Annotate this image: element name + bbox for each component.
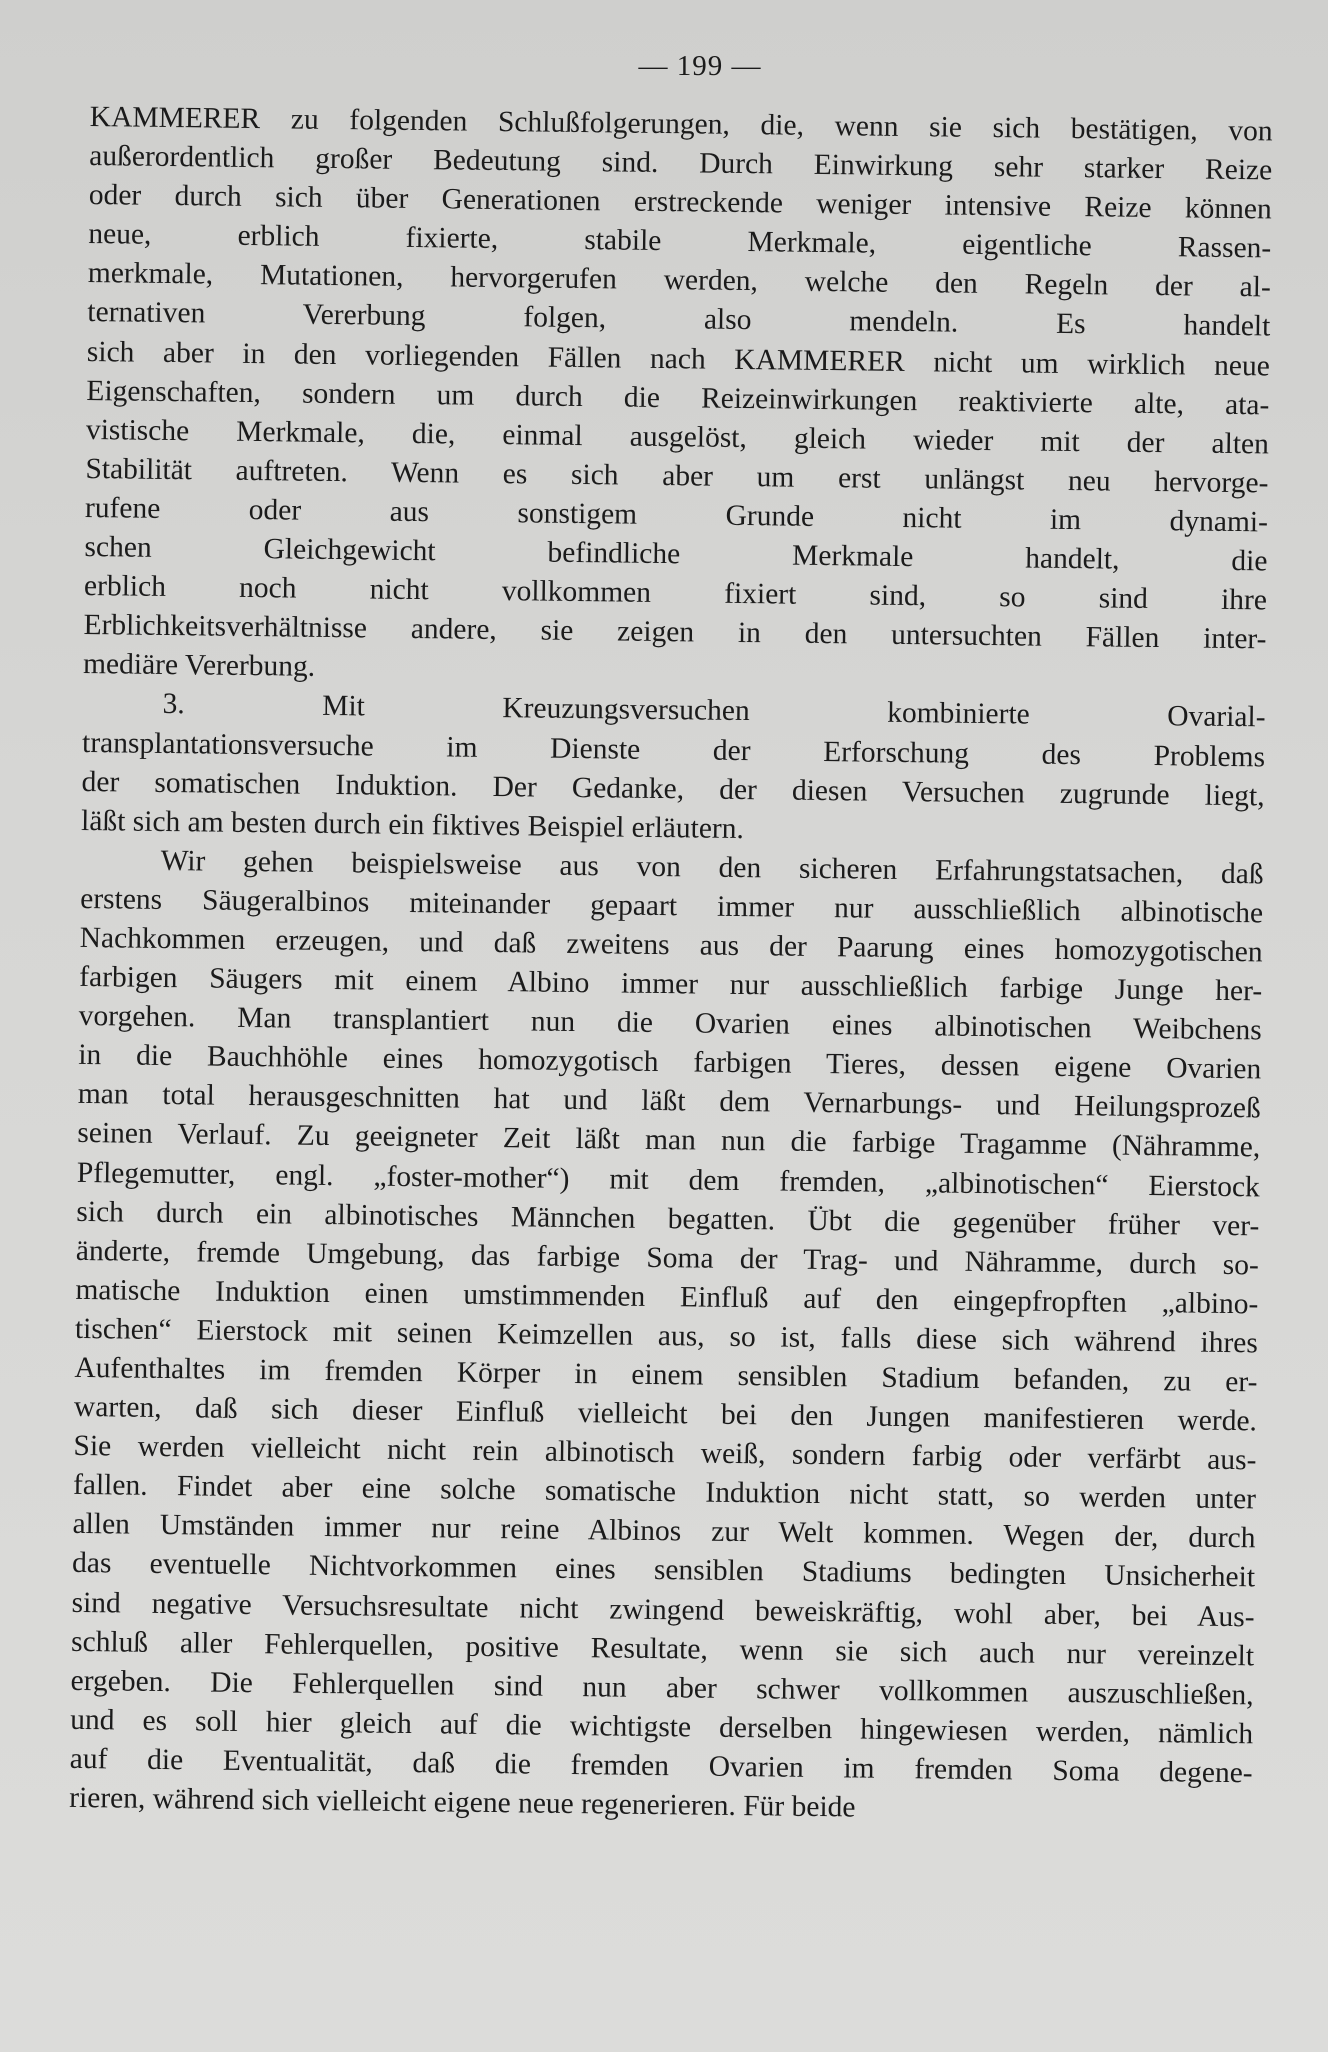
text-line: Aufenthaltes im fremden Körper in einem sensiblen Stadium befanden, zu er- [74, 1351, 1258, 1399]
text-line: Nachkommen erzeugen, und daß zweitens aus der Paarung eines homozygotischen [79, 921, 1263, 969]
text-line: sind negative Versuchsresultate nicht zwingend beweiskräftig, wohl aber, bei Aus- [71, 1586, 1255, 1633]
text-line: tischen“ Eierstock mit seinen Keimzellen aus, so ist, falls diese sich während ihres [74, 1312, 1259, 1360]
text-line: der somatischen Induktion. Der Gedanke, der diesen Versuchen zugrunde liegt, [81, 765, 1265, 812]
text-line: außerordentlich großer Bedeutung sind. Durch Einwirkung sehr starker Reize [89, 140, 1273, 187]
text-line: sich aber in den vorliegenden Fällen nach KAMMERER nicht um wirklich neue [86, 335, 1271, 382]
text-line: neue, erblich fixierte, stabile Merkmale, eigentliche Rassen- [88, 218, 1272, 265]
text-line: vistische Merkmale, die, einmal ausgelöst, gleich wieder mit der alten [85, 413, 1270, 461]
text-line: fallen. Findet aber eine solche somatische Induktion nicht statt, so werden unter [72, 1469, 1257, 1516]
text-line: Sie werden vielleicht nicht rein albinotisch weiß, sondern farbig oder verfärbt aus- [73, 1430, 1257, 1477]
text-line: das eventuelle Nichtvorkommen eines sensiblen Stadiums bedingten Unsicherheit [71, 1547, 1256, 1594]
text-line: sich durch ein albinotisches Männchen begatten. Übt die gegenüber früher ver- [76, 1195, 1260, 1242]
text-line: und es soll hier gleich auf die wichtigste derselben hingewiesen werden, nämlich [69, 1703, 1254, 1751]
text-line: Stabilität auftreten. Wenn es sich aber um erst unlängst neu hervorge- [85, 452, 1269, 500]
text-line: merkmale, Mutationen, hervorgerufen werden, welche den Regeln der al- [87, 257, 1271, 304]
text-line: auf die Eventualität, daß die fremden Ovarien im fremden Soma degene- [69, 1742, 1253, 1790]
text-line: schluß aller Fehlerquellen, positive Resultate, wenn sie sich auch nur vereinzelt [70, 1625, 1255, 1672]
text-line: oder durch sich über Generationen erstreckende weniger intensive Reize können [88, 179, 1272, 226]
text-line: rufene oder aus sonstigem Grunde nicht im dynami- [84, 491, 1269, 539]
text-line: KAMMERER zu folgenden Schlußfolgerungen, die, wenn sie sich bestätigen, von [89, 100, 1273, 148]
text-line: Eigenschaften, sondern um durch die Reizeinwirkungen reaktivierte alte, ata- [86, 374, 1270, 422]
text-line: seinen Verlauf. Zu geeigneter Zeit läßt man nun die farbige Tragamme (Nähramme, [77, 1117, 1261, 1164]
text-line: ternativen Vererbung folgen, also mendeln. Es handelt [87, 296, 1271, 343]
text-line: erstens Säugeralbinos miteinander gepaart immer nur ausschließlich albinotische [80, 882, 1264, 930]
page-body [69, 98, 1273, 1832]
text-line: schen Gleichgewicht befindliche Merkmale handelt, die [84, 530, 1268, 578]
text-line: man total herausgeschnitten hat und läßt dem Vernarbungs- und Heilungsprozeß [77, 1078, 1261, 1125]
text-line: rieren, während sich vielleicht eigene neue regenerieren. Für beide [69, 1781, 856, 1824]
text-line: transplantationsversuche im Dienste der Erforschung des Problems [81, 726, 1266, 773]
text-line: Pflegemutter, engl. „foster-mother“) mit dem fremden, „albinotischen“ Eierstock [76, 1156, 1260, 1203]
text-line: mediäre Vererbung. [82, 648, 316, 684]
text-line: ergeben. Die Fehlerquellen sind nun aber schwer vollkommen auszuschließen, [70, 1664, 1254, 1712]
text-line: Erblichkeitsverhältnisse andere, sie zeigen in den untersuchten Fällen inter- [83, 609, 1267, 656]
text-line: Wir gehen beispielsweise aus von den sicheren Erfahrungstatsachen, daß [160, 844, 1264, 891]
text-line: farbigen Säugers mit einem Albino immer nur ausschließlich farbige Junge her- [79, 960, 1263, 1008]
text-line: warten, daß sich dieser Einfluß vielleicht bei den Jungen manifestieren werde. [73, 1390, 1258, 1438]
text-line: vorgehen. Man transplantiert nun die Ovarien eines albinotischen Weibchens [78, 1000, 1262, 1047]
paragraph-p1 [83, 98, 1273, 699]
text-line: in die Bauchhöhle eines homozygotisch farbigen Tieres, dessen eigene Ovarien [78, 1039, 1262, 1086]
text-line: 3. Mit Kreuzungsversuchen kombinierte Ovarial- [162, 688, 1266, 734]
page-number: — 199 — [638, 50, 762, 82]
paragraph-p2 [81, 684, 1266, 855]
text-line: erblich noch nicht vollkommen fixiert sind, so sind ihre [83, 570, 1268, 617]
text-line: läßt sich am besten durch ein fiktives Beispiel erläutern. [80, 804, 745, 845]
text-line: allen Umständen immer nur reine Albinos zur Welt kommen. Wegen der, durch [72, 1508, 1256, 1555]
text-line: matische Induktion einen umstimmenden Einfluß auf den eingepfropften „albino- [75, 1273, 1259, 1321]
text-line: änderte, fremde Umgebung, das farbige Soma der Trag- und Nähramme, durch so- [75, 1234, 1260, 1282]
paragraph-p3 [69, 841, 1264, 1833]
